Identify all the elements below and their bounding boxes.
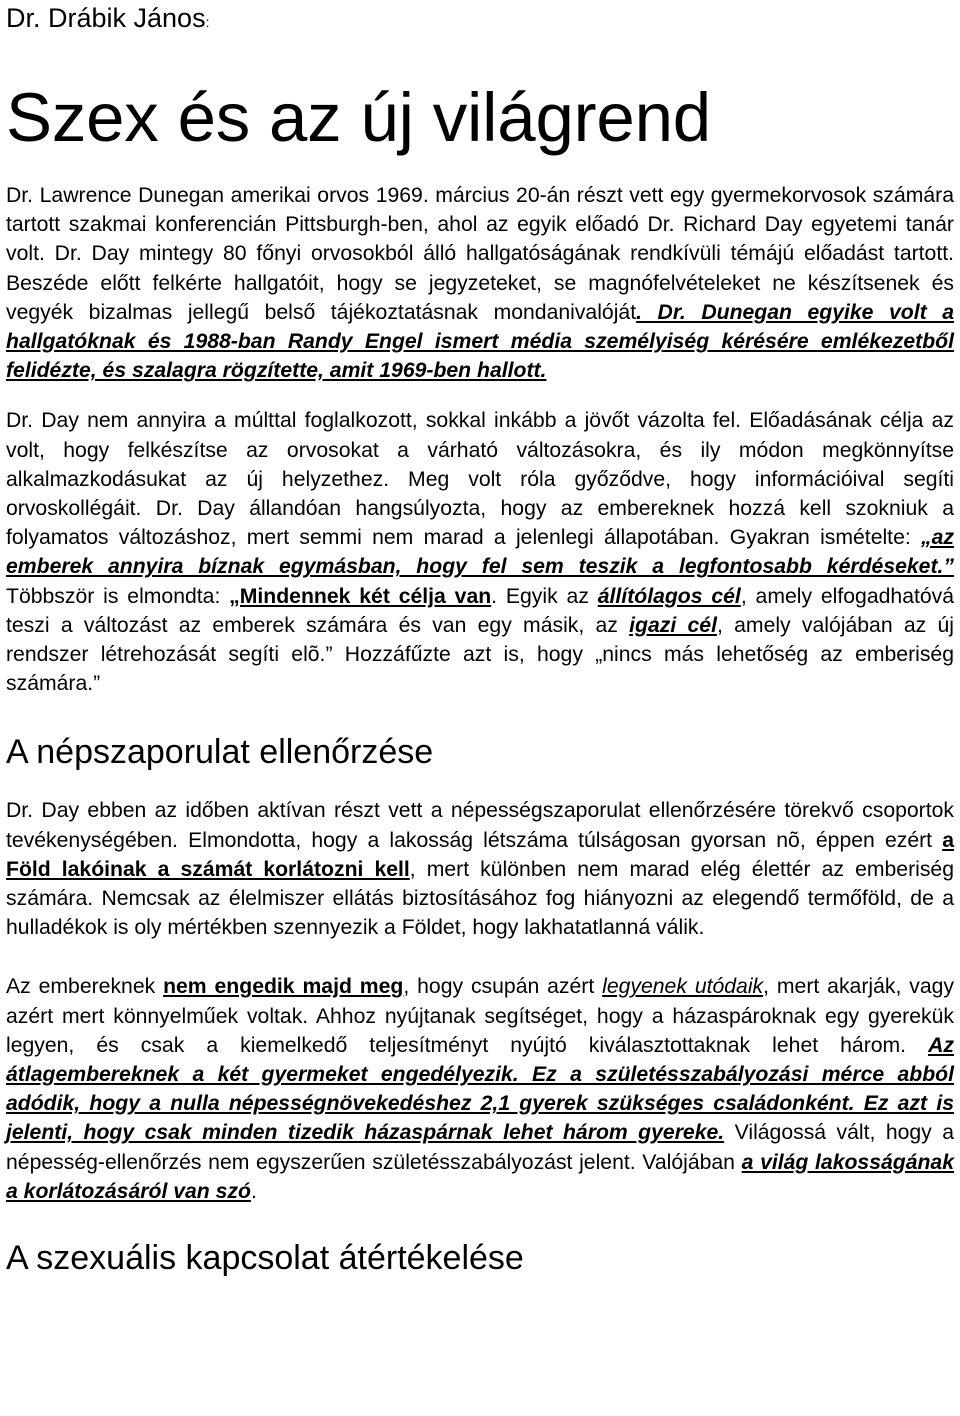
paragraph-intro [6, 181, 954, 385]
text-run: Többször is elmondta: [6, 584, 230, 608]
text-run: . [250, 1179, 257, 1203]
emphasis-offspring: legyenek utódaik [602, 975, 764, 999]
section-heading-sexuality: A szexuális kapcsolat átértékelése [6, 1239, 524, 1278]
paragraph-intro-text: Dr. Lawrence Dunegan amerikai orvos 1969. március 20-án részt vett egy gyermekorvosok számára tartott szakmai konferencián Pittsburgh-ben, ahol az egyik előadó Dr. Richard Day egyetemi tanár volt. Dr. Day mintegy 80 főnyi orvosokból álló hallgatóságának rendkívüli témájú előadást tartott. Beszéde előtt felkérte hallgatóit, hogy se jegyzeteket, se magnófelvételeket ne készítsenek és vegyék bizalmas jellegű belső tájékoztatásnak mondanivalóját [6, 184, 954, 324]
emphasis-two-goals: „Mindennek két célja van [229, 584, 492, 608]
emphasis-not-allowed: nem engedik majd meg [163, 975, 404, 999]
text-run: Dr. Day nem annyira a múlttal foglalkozott, sokkal inkább a jövőt vázolta fel. Előadásának célja az volt, hogy felkészítse az orvosokat a várható változásokra, és ily módon megkönnyítse alkalmazkodásukat az új helyzethez. Meg volt róla győződve, hogy információival segíti orvoskollégáit. Dr. Day állandóan hangsúlyozta, hogy az embereknek hozzá kell szokniuk a folyamatos változáshoz, mert semmi nem marad a jelenlegi állapotában. Gyakran ismételte: [6, 409, 954, 550]
text-run: , hogy csupán azért [403, 975, 603, 999]
paragraph-day-lecture [6, 406, 954, 698]
text-run: Világossá vált, hogy a népesség-ellenőrzés nem egyszerűen születésszabályozást jelent. Valójában [6, 1121, 954, 1174]
emphasis-trust-quote: „az emberek annyira bíznak egymásban, hogy fel sem teszik a legfontosabb kérdéseket.” [6, 526, 954, 579]
author-name: Dr. Drábik János [6, 3, 206, 33]
emphasis-alleged-goal: állítólagos cél [597, 584, 741, 608]
section-heading-population: A népszaporulat ellenőrzése [6, 733, 434, 772]
paragraph-children [6, 972, 954, 1206]
paragraph-population [6, 796, 954, 942]
text-run: , mert akarják, vagy azért mert könnyelműek voltak. Ahhoz nyújtanak segítséget, hogy a házaspároknak egy gyerekük legyen, és csak a kiemelkedő teljesítményt nyújtó kiválasztottaknak lehet három. [6, 975, 954, 1057]
text-run: , amely elfogadhatóvá teszi a változást az emberek számára és van egy másik, az [6, 584, 955, 637]
emphasis-real-goal: igazi cél [629, 613, 717, 637]
author-colon: : [205, 14, 210, 30]
emphasis-limit-population: a Föld lakóinak a számát korlátozni kell [6, 828, 954, 881]
text-run: , amely valójában az új rendszer létrehozását segíti elõ.” Hozzáfűzte azt is, hogy „nincs más lehetőség az emberiség számára.” [6, 613, 955, 696]
emphasis-two-children: Az átlagembereknek a két gyermeket engedélyezik. Ez a születésszabályozási mérce abból adódik, hogy a nulla népességnövekedéshez 2,1 gyerek szükséges családonként. Ez azt is jelenti, hogy csak minden tizedik házaspárnak lehet három gyereke. [6, 1033, 954, 1145]
text-run: . Egyik az [491, 584, 598, 608]
emphasis-world-population: a világ lakosságának a korlátozásáról van szó [6, 1150, 954, 1203]
document-title: Szex és az új világrend [6, 79, 711, 156]
author-line [6, 0, 954, 40]
text-run: Az embereknek [6, 975, 164, 999]
text-run: Dr. Day ebben az időben aktívan részt vett a népességszaporulat ellenőrzésére törekvő csoportok tevékenységében. Elmondotta, hogy a lakosság létszáma túlságosan gyorsan nõ, éppen ezért [6, 799, 954, 852]
text-run: , mert különben nem marad elég élettér az emberiség számára. Nemcsak az élelmiszer ellátás biztosításához fog hiányozni az elegendő termőföld, de a hulladékok is oly mértékben szennyezik a Földet, hogy lakhatatlanná válik. [6, 857, 954, 940]
paragraph-intro-emphasis: . Dr. Dunegan egyike volt a hallgatóknak és 1988-ban Randy Engel ismert média személyiség kérésére emlékezetből felidézte, és szalagra rögzítette, amit 1969-ben hallott. [6, 300, 954, 383]
